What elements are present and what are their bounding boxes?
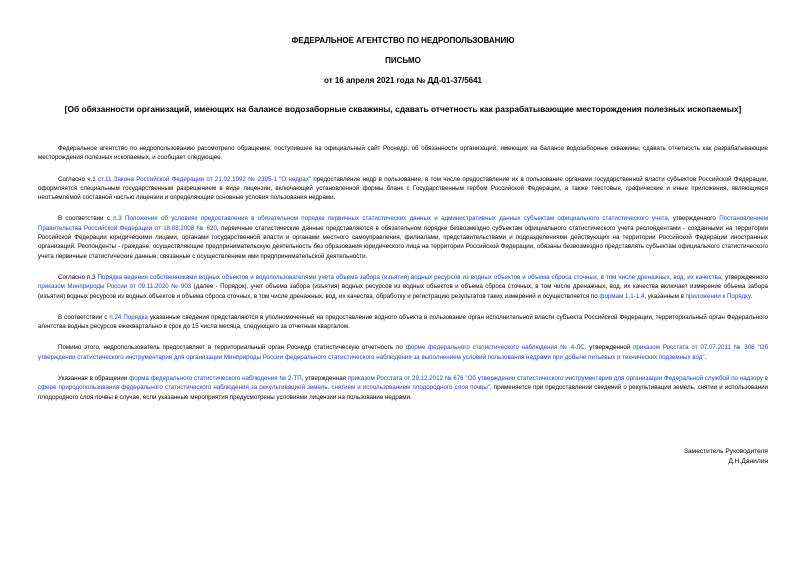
link-water-accounting-procedure[interactable]: Порядка ведения собственниками водных объектов и водопользователями учета объема забора (изъятия) водных ресурсов из водных объектов и объема сброса сточных, в том числе дренажных, вод, их качества bbox=[97, 273, 722, 281]
paragraph-3: В соответствии с п.3 Положения об условиях предоставления в обязательном порядке первичных статистических данных и административных данных субъектам официального статистического учета, утвержденного Постановлением Правительства Российской Федерации от 18.08.2008 № 620, первичные статистические данные представляются в обязательном порядке безвозмездно субъектам официального статистического учета респондентами - созданными на территории Российской Федерации юридическими лицами, органами государственной власти и органами местного самоуправления, филиалами, представительствами и подразделениями действующих на территории Российской Федерации иностранных организаций. Респонденты - граждане, осуществляющие предпринимательскую деятельность без образования юридического лица на территории Российской Федерации, обязаны безвозмездно представлять субъектам официального статистического учета первичные статистические данные, связанные с осуществлением ими предпринимательской деятельности. bbox=[38, 215, 768, 260]
link-procedure-appendix[interactable]: приложении к Порядку bbox=[685, 292, 751, 300]
paragraph-4: Согласно п.3 Порядка ведения собственниками водных объектов и водопользователями учета объема забора (изъятия) водных ресурсов из водных объектов и объема сброса сточных, в том числе дренажных, вод, их качества, утвержденного приказом Минприроды России от 09.11.2020 № 903 (далее - Порядок), учет объема забора (изъятия) водных ресурсов из водных объектов и объема сброса сточных, в том числе дренажных, вод, их качества включает измерение объема забора (изъятия) водных ресурсов из водных объектов и объема сброса сточных, в том числе дренажных, вод, их качества, обработку и регистрацию результатов таких измерений и осуществляется по формам 1.1-1.4, указанным в приложении к Порядку. bbox=[38, 273, 768, 300]
link-statistics-regulation[interactable]: п.3 Положения об условиях предоставления в обязательном порядке первичных статистических данных и административных данных субъектам официального статистического учета bbox=[113, 215, 668, 223]
link-law-on-subsoil[interactable]: ст.11 Закона Российской Федерации от 21.02.1992 № 2395-1 "О недрах" bbox=[98, 175, 312, 183]
paragraph-5: В соответствии с п.24 Порядка указанные сведения представляются в уполномоченный на предоставление водного объекта в пользование орган исполнительной власти субъекта Российской Федерации, территориальный орган Федерального агентства водных ресурсов ежеквартально в срок до 15 числа месяца, следующего за отчетным кварталом. bbox=[38, 313, 768, 331]
link-government-decree-620[interactable]: Постановлением Правительства Российской Федерации от 18.08.2008 № 620 bbox=[38, 215, 768, 232]
document-date-number: от 16 апреля 2021 года № ДД-01-37/5641 bbox=[324, 76, 482, 85]
link-form-4-ls[interactable]: форме федерального статистического наблюдения № 4-ЛС bbox=[405, 344, 585, 352]
link-rosstat-order-308[interactable]: приказом Росстата от 07.07.2011 № 308 "Об утверждении статистического инструментария для организации Минприроды России федерального статистического наблюдения за выполнением условий пользования недрами при добыче питьевых и технических подземных вод" bbox=[38, 344, 768, 361]
signature-block bbox=[684, 447, 768, 467]
link-rosstat-order-676[interactable]: приказом Росстата от 29.12.2012 № 676 "Об утверждении статистического инструментария для организации Федеральной службой по надзору в сфере природопользования федерального статистического наблюдения за рекультивацией земель, снятием и использованием плодородного слоя почвы" bbox=[38, 375, 769, 392]
signature-position: Заместитель Руководителя bbox=[684, 448, 768, 455]
document-page bbox=[38, 30, 769, 465]
agency-title: ФЕДЕРАЛЬНОЕ АГЕНТСТВО ПО НЕДРОПОЛЬЗОВАНИЮ bbox=[291, 36, 515, 45]
document-subject: [Об обязанности организаций, имеющих на балансе водозаборные скважины, сдавать отчетность как разрабатывающие месторождения полезных ископаемых] bbox=[64, 104, 742, 114]
paragraph-2: Согласно ч.1 ст.11 Закона Российской Федерации от 21.02.1992 № 2395-1 "О недрах" предоставление недр в пользование, в том числе предоставление их в пользование органами государственной власти субъектов Российской Федерации, оформляется специальным государственным разрешением в виде лицензии, включающей установленной формы бланк с Государственным гербом Российской Федерации, а также текстовые, графические и иные приложения, являющиеся неотъемлемой составной частью лицензии и определяющие основные условия пользования недрами. bbox=[38, 175, 769, 202]
signature-name: Д.Н.Данилин bbox=[728, 458, 768, 465]
link-procedure-p24[interactable]: п.24 Порядка bbox=[109, 313, 148, 321]
link-order-903[interactable]: приказом Минприроды России от 09.11.2020 № 903 bbox=[38, 283, 192, 291]
link-forms-1-1-1-4[interactable]: формам 1.1-1.4 bbox=[599, 292, 645, 300]
paragraph-7: Указанная в обращении форма федерального статистического наблюдения № 2-ТП, утвержденная приказом Росстата от 29.12.2012 № 676 "Об утверждении статистического инструментария для организации Федеральной службой по надзору в сфере природопользования федерального статистического наблюдения за рекультивацией земель, снятием и использованием плодородного слоя почвы", применяется при предоставлении сведений о рекультивации земель, снятии и использовании плодородного слоя почвы в случае, если указанные мероприятия предусмотрены условиями лицензии на пользование недрами. bbox=[38, 375, 769, 401]
paragraph-6: Помимо этого, недропользователь предоставляет в территориальный орган Роснедр статистическую отчетность по форме федерального статистического наблюдения № 4-ЛС, утвержденной приказом Росстата от 07.07.2011 № 308 "Об утверждении статистического инструментария для организации Минприроды России федерального статистического наблюдения за выполнением условий пользования недрами при добыче питьевых и технических подземных вод". bbox=[38, 344, 768, 361]
document-body bbox=[38, 144, 768, 402]
paragraph-1: Федеральное агентство по недропользованию рассмотрело обращение, поступившее на официальный сайт Роснедр, об обязанности организаций, имеющих на балансе водозаборные скважины, сдавать отчетность как разрабатывающие месторождения полезных ископаемых, и сообщает следующее. bbox=[38, 145, 768, 162]
link-form-2-tp[interactable]: форма федерального статистического наблюдения № 2-ТП bbox=[129, 375, 302, 383]
document-type: ПИСЬМО bbox=[385, 56, 421, 65]
